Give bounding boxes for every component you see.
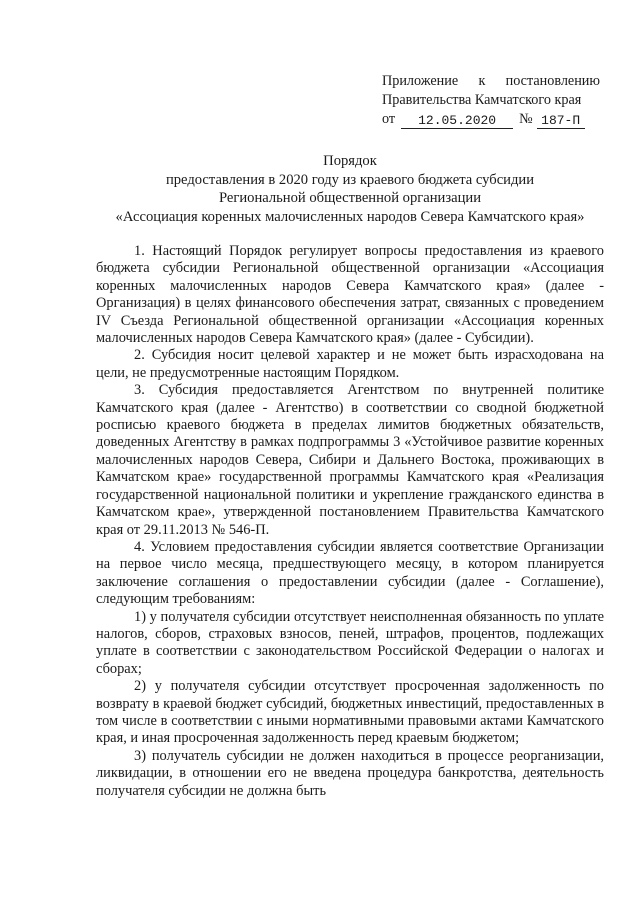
from-label: от (382, 111, 396, 127)
document-title (90, 152, 610, 226)
appendix-word-3: постановлению (505, 73, 600, 89)
title-line-2: предоставления в 2020 году из краевого бюджета субсидии (165, 171, 535, 188)
appendix-date-row (382, 110, 600, 129)
appendix-line-2 (382, 91, 600, 110)
appendix-government: Правительства Камчатского края (382, 92, 582, 108)
requirement-3: 3) получатель субсидии не должен находиться в процессе реорганизации, ликвидации, в отношении его не введена процедура банкротства, деятельность получателя субсидии не должна быть (96, 747, 604, 799)
appendix-line-1 (382, 72, 600, 91)
paragraph-3: 3. Субсидия предоставляется Агентством по внутренней политике Камчатского края (далее - Агентство) в соответствии со сводной бюджетной росписью краевого бюджета в пределах лимитов бюджетных обязательств, доведенных Агентству в рамках подпрограммы 3 «Устойчивое развитие коренных малочисленных народов Севера, Сибири и Дальнего Востока, проживающих в Камчатском крае» государственной программы Камчатского края «Реализация государственной национальной политики и укрепление гражданского единства в Камчатском крае», утвержденной постановлением Правительства Камчатского края от 29.11.2013 № 546-П. (96, 382, 604, 538)
appendix-header (382, 72, 600, 129)
title-line-3: Региональной общественной организации (218, 190, 482, 206)
paragraph-1: 1. Настоящий Порядок регулирует вопросы предоставления из краевого бюджета субсидии Региональной общественной организации «Ассоциация коренных малочисленных народов Севера Камчатского края» (далее - Организация) в целях финансового обеспечения затрат, связанных с проведением IV Съезда Региональной общественной организации «Ассоциация коренных малочисленных народов Севера Камчатского края» (далее - Субсидии). (96, 243, 604, 347)
document-body (96, 243, 604, 800)
appendix-word-2: к (478, 73, 486, 89)
requirement-1: 1) у получателя субсидии отсутствует неисполненная обязанность по уплате налогов, сборов, страховых взносов, пеней, штрафов, процентов, подлежащих уплате в соответствии с законодательством Российской Федерации о налогах и сборах; (96, 608, 604, 677)
title-line-4: «Ассоциация коренных малочисленных народов Севера Камчатского края» (115, 208, 585, 225)
title-heading: Порядок (323, 153, 377, 169)
appendix-word-1: Приложение (382, 73, 459, 89)
number-label: № (519, 111, 533, 127)
requirement-2: 2) у получателя субсидии отсутствует просроченная задолженность по возврату в краевой бюджет субсидий, бюджетных инвестиций, предоставленных в том числе в соответствии с иными нормативными правовыми актами Камчатского края, и иная просроченная задолженность перед краевым бюджетом; (96, 678, 604, 747)
paragraph-4: 4. Условием предоставления субсидии является соответствие Организации на первое число месяца, предшествующего месяцу, в котором планируется заключение соглашения о предоставлении субсидии (далее - Соглашение), следующим требованиям: (96, 538, 604, 608)
paragraph-2: 2. Субсидия носит целевой характер и не может быть израсходована на цели, не предусмотренные настоящим Порядком. (96, 347, 604, 381)
resolution-date: 12.05.2020 (401, 113, 513, 129)
resolution-number: 187-П (537, 113, 585, 129)
